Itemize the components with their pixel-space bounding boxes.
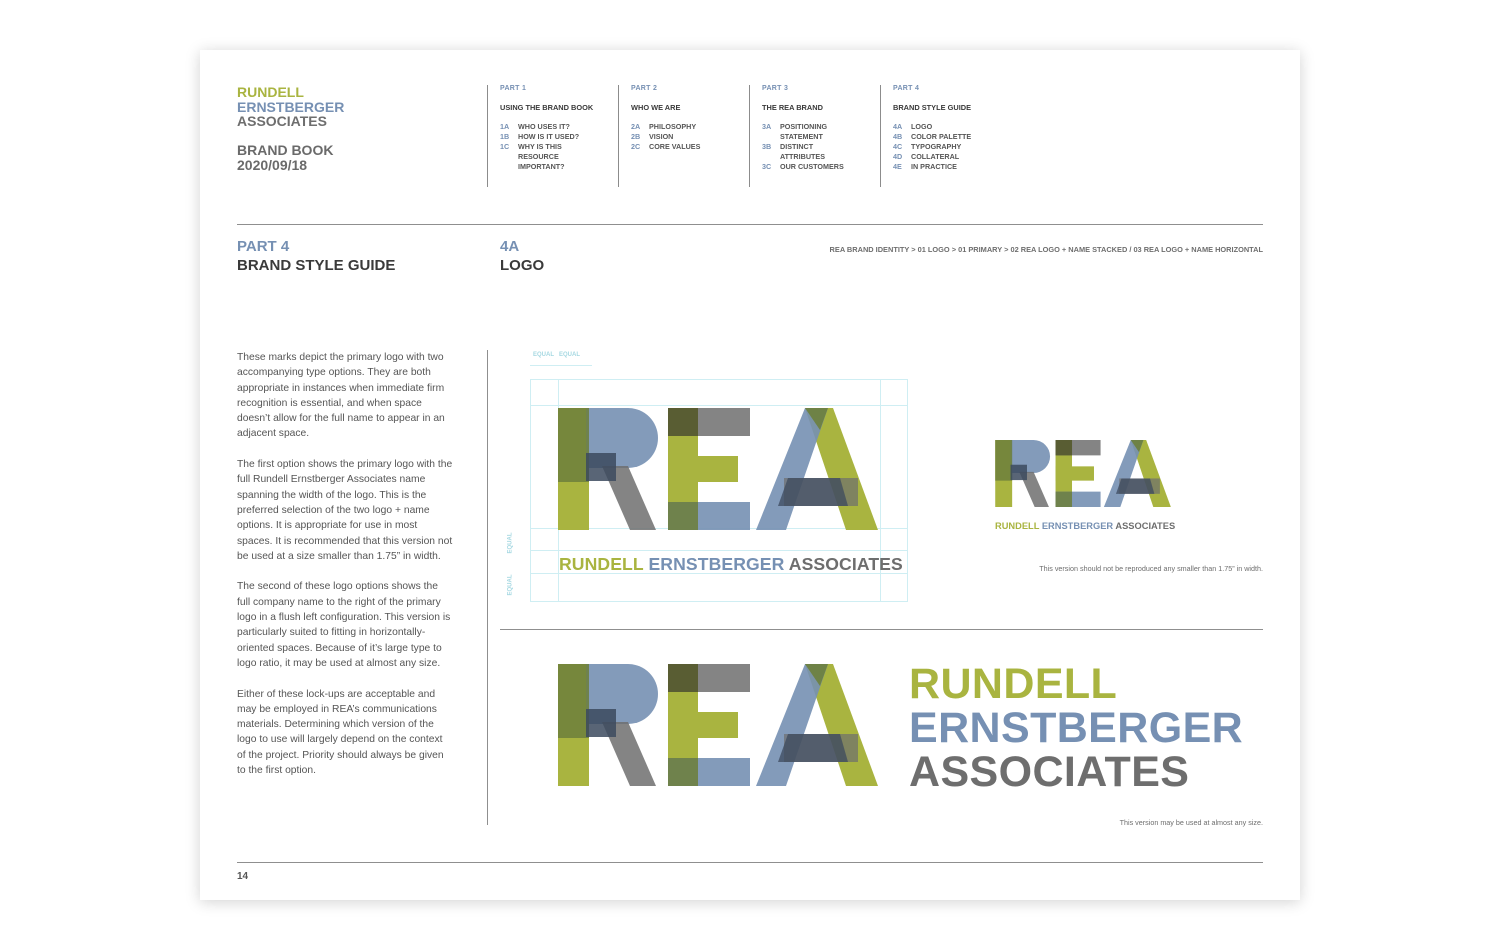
page-number: 14: [237, 871, 249, 882]
toc-part-title: WHO WE ARE: [631, 103, 681, 112]
equal-guide-label-top: EQUAL EQUAL: [533, 352, 581, 358]
stacked-logo-panel: [507, 350, 910, 610]
toc-item-label: WHY IS THIS RESOURCE IMPORTANT?: [518, 142, 565, 171]
footer-divider: [237, 862, 1263, 863]
toc-part-3: [749, 85, 874, 187]
section-part-label: PART 4: [237, 238, 290, 255]
logo-name-word3: ASSOCIATES: [788, 554, 903, 574]
toc-item-code: 3B: [762, 142, 772, 151]
horizontal-logo-name: [909, 662, 1243, 794]
guide-line: [530, 550, 908, 551]
logo-name-word1: RUNDELL: [559, 554, 644, 574]
logo-name-word3: ASSOCIATES: [909, 748, 1190, 796]
toc-item-label: COLOR PALETTE: [911, 132, 972, 141]
toc-item-code: 1C: [500, 142, 510, 151]
toc-item-code: 1A: [500, 122, 510, 131]
section-part-title: BRAND STYLE GUIDE: [237, 257, 396, 274]
toc-item[interactable]: [631, 132, 743, 142]
logo-name-word1: RUNDELL: [909, 660, 1118, 708]
toc-item-code: 4A: [893, 122, 903, 131]
toc-part-label: PART 4: [893, 85, 920, 92]
toc-item[interactable]: [893, 122, 1005, 132]
toc-item[interactable]: [893, 132, 1005, 142]
toc-part-title: BRAND STYLE GUIDE: [893, 103, 972, 112]
toc-item[interactable]: [893, 152, 1005, 162]
toc-item-code: 4C: [893, 142, 903, 151]
toc-item-code: 4B: [893, 132, 903, 141]
guide-line: [907, 379, 908, 601]
rea-monogram-logo-small: [995, 440, 1171, 507]
toc-item[interactable]: [500, 132, 612, 142]
toc-item-label: POSITIONING STATEMENT: [780, 122, 828, 141]
toc-item-label: CORE VALUES: [649, 142, 701, 151]
brand-book-page: [200, 50, 1300, 900]
toc-part-1: [487, 85, 612, 187]
toc-item-label: COLLATERAL: [911, 152, 960, 161]
toc-part-label: PART 2: [631, 85, 658, 92]
toc-item-code: 4D: [893, 152, 903, 161]
toc-item-code: 2B: [631, 132, 641, 141]
toc-item-label: LOGO: [911, 122, 933, 131]
toc-item-code: 3C: [762, 162, 772, 171]
logo-name-word3: ASSOCIATES: [1115, 521, 1176, 531]
column-divider: [487, 350, 488, 825]
small-logo-name: [995, 521, 1175, 531]
body-copy: [237, 350, 453, 794]
book-title: [237, 143, 333, 172]
section-code: 4A: [500, 238, 520, 255]
toc-item-label: VISION: [649, 132, 674, 141]
toc-item-code: 4E: [893, 162, 902, 171]
guide-line: [530, 365, 592, 366]
stacked-logo-name: [559, 554, 903, 575]
toc-item[interactable]: [893, 162, 1005, 172]
logo-name-word2: ERNSTBERGER: [909, 704, 1244, 752]
body-paragraph-2: The first option shows the primary logo with the full Rundell Ernstberger Associates name spanning the width of the logo. This is the preferred selection of the two logo + name options. It is appropriate for use in most spaces. It is recommended that this version not be used at a size smaller than 1.75” in width.: [237, 459, 453, 562]
book-title-line1: BRAND BOOK: [237, 142, 334, 158]
logo-divider: [500, 629, 1263, 630]
toc-part-label: PART 3: [762, 85, 789, 92]
rea-monogram-logo: [558, 408, 878, 530]
toc-part-title: THE REA BRAND: [762, 103, 823, 112]
equal-guide-label-side: EQUAL: [507, 574, 514, 596]
book-date: 2020/09/18: [237, 156, 308, 173]
breadcrumb: REA BRAND IDENTITY > 01 LOGO > 01 PRIMARY > 02 REA LOGO + NAME STACKED / 03 REA LOGO + NAME HORIZONTAL: [829, 245, 1263, 254]
brand-name-line1: RUNDELL: [237, 84, 304, 100]
toc-item[interactable]: [893, 142, 1005, 152]
logo-name-word2: ERNSTBERGER: [648, 554, 785, 574]
toc-item[interactable]: [500, 122, 612, 132]
toc-part-label: PART 1: [500, 85, 527, 92]
toc-item-label: DISTINCT ATTRIBUTES: [780, 142, 825, 161]
body-paragraph-3: The second of these logo options shows the full company name to the right of the primary logo in a flush left configuration. This version is particularly suited to fitting in horizontally-oriented spaces. Because of it’s large type to logo ratio, it may be used at almost any size.: [237, 581, 451, 669]
toc-item-label: PHILOSOPHY: [649, 122, 697, 131]
section-title: LOGO: [500, 257, 545, 274]
toc-part-title: USING THE BRAND BOOK: [500, 103, 594, 112]
small-size-note: This version should not be reproduced any smaller than 1.75” in width.: [1039, 564, 1263, 573]
body-paragraph-4: Either of these lock-ups are acceptable and may be employed in REA’s communications materials. Determining which version of the logo to use will largely depend on the context of the project. Priority should always be given to the first option.: [237, 688, 444, 777]
guide-line: [530, 379, 531, 601]
toc-item[interactable]: [500, 142, 612, 172]
toc-item-label: TYPOGRAPHY: [911, 142, 962, 151]
rea-monogram-logo-horizontal: [558, 664, 878, 786]
brand-name-line3: ASSOCIATES: [237, 113, 327, 129]
toc-item-code: 2A: [631, 122, 641, 131]
toc-item-code: 3A: [762, 122, 772, 131]
toc-item[interactable]: [762, 162, 874, 172]
logo-name-word2: ERNSTBERGER: [1041, 521, 1114, 531]
guide-line: [530, 601, 908, 602]
toc-item-label: OUR CUSTOMERS: [780, 162, 844, 171]
toc-item-label: WHO USES IT?: [518, 122, 570, 131]
guide-line: [530, 379, 908, 380]
toc-part-2: [618, 85, 743, 187]
toc-item-label: HOW IS IT USED?: [518, 132, 580, 141]
header-divider: [237, 224, 1263, 225]
toc-item[interactable]: [762, 122, 874, 142]
brand-name: [237, 85, 344, 129]
brand-name-line2: ERNSTBERGER: [237, 98, 345, 115]
body-paragraph-1: These marks depict the primary logo with two accompanying type options. They are both appropriate in instances when immediate firm recognition is essential, and when space doesn’t allow for the full name to appear in an adjacent space.: [237, 352, 445, 440]
logo-name-word1: RUNDELL: [995, 521, 1040, 531]
toc-part-4: [880, 85, 1005, 187]
equal-guide-label-side: EQUAL: [507, 532, 514, 554]
toc-item[interactable]: [631, 142, 743, 152]
toc-item[interactable]: [631, 122, 743, 132]
toc-item[interactable]: [762, 142, 874, 162]
toc-item-code: 1B: [500, 132, 510, 141]
guide-line: [530, 405, 908, 406]
toc-item-label: IN PRACTICE: [911, 162, 957, 171]
horizontal-size-note: This version may be used at almost any size.: [1119, 818, 1263, 827]
toc-item-code: 2C: [631, 142, 641, 151]
